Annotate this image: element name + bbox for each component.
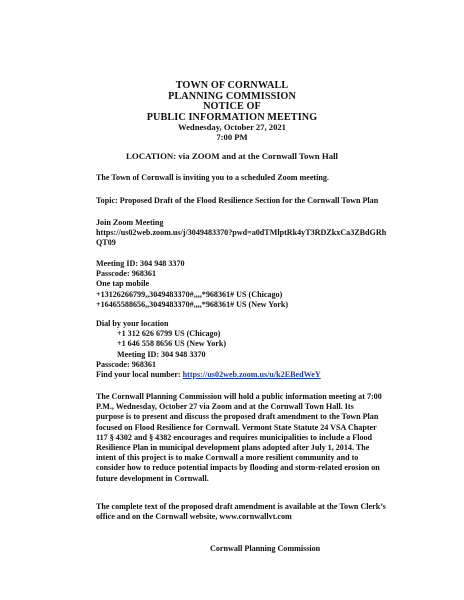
join-url-line1[interactable]: https://us02web.zoom.us/j/3049483370?pwd=a0dTMlptRk4yT3RDZkxCa3ZBdGRh [96, 228, 387, 238]
closing-line: office and on the Cornwall website, www.cornwallvt.com [96, 512, 292, 522]
body-paragraph [96, 392, 416, 484]
dial-section [96, 319, 396, 380]
body-line: consider how to reduce potential impacts by flooding and storm-related erosion on [96, 463, 380, 473]
body-line: purpose is to present and discuss the proposed draft amendment to the Town Plan [96, 412, 379, 422]
meeting-title: PUBLIC INFORMATION MEETING [146, 111, 318, 123]
body-line: future development in Cornwall. [96, 473, 209, 483]
town-title: TOWN OF CORNWALL [175, 80, 289, 91]
body-line: intent of this project is to make Cornwall a more resilient community and to [96, 453, 359, 463]
meeting-time: 7:00 PM [216, 131, 248, 142]
dial-newyork: +1 646 558 8656 US (New York) [117, 339, 227, 349]
body-line: P.M., Wednesday, October 27 via Zoom and at the Cornwall Town Hall. Its [96, 402, 354, 412]
body-line: focused on Flood Resilience for Cornwall. Vermont State Statute 24 VSA Chapter [96, 422, 377, 432]
closing-line: The complete text of the proposed draft amendment is available at the Town Clerk’s [96, 502, 386, 511]
signature: Cornwall Planning Commission [210, 544, 321, 553]
topic-text: Topic: Proposed Draft of the Flood Resilience Section for the Cornwall Town Plan [96, 196, 379, 205]
find-number-line [96, 370, 396, 380]
meeting-details [96, 259, 396, 310]
meeting-id: Meeting ID: 304 948 3370 [96, 259, 185, 268]
closing-paragraph [96, 502, 416, 522]
dial-meeting-id: Meeting ID: 304 948 3370 [117, 349, 206, 359]
one-tap-newyork: +16465588656,,3049483370#,,,,*968361# US (New York) [96, 299, 289, 309]
notice-title: NOTICE OF [203, 101, 261, 112]
join-url-line2[interactable]: QT09 [96, 238, 116, 248]
dial-chicago: +1 312 626 6799 US (Chicago) [117, 329, 221, 339]
dial-passcode: Passcode: 968361 [96, 359, 157, 369]
dial-label: Dial by your location [96, 319, 169, 328]
body-line: Resilience Plan in municipal development plans adopted after July 1, 2014. The [96, 443, 370, 453]
notice-header [0, 81, 464, 142]
body-line: 117 § 4302 and § 4382 encourages and requires municipalities to include a Flood [96, 432, 373, 442]
invite-text: The Town of Cornwall is inviting you to a scheduled Zoom meeting. [96, 173, 329, 182]
meeting-location: LOCATION: via ZOOM and at the Cornwall Town Hall [126, 151, 338, 161]
body-line: The Cornwall Planning Commission will hold a public information meeting at 7:00 [96, 392, 382, 401]
join-label: Join Zoom Meeting [96, 218, 164, 227]
meeting-date: Wednesday, October 27, 2021 [178, 122, 286, 132]
find-number-link[interactable]: https://us02web.zoom.us/u/k2EBedWeY [182, 370, 321, 380]
one-tap-chicago: +13126266799,,3049483370#,,,,*968361# US (Chicago) [96, 289, 283, 299]
commission-title: PLANNING COMMISSION [168, 90, 296, 102]
meeting-passcode: Passcode: 968361 [96, 269, 157, 279]
one-tap-label: One tap mobile [96, 279, 150, 289]
find-number-label: Find your local number: [96, 370, 183, 380]
join-section [96, 218, 416, 249]
